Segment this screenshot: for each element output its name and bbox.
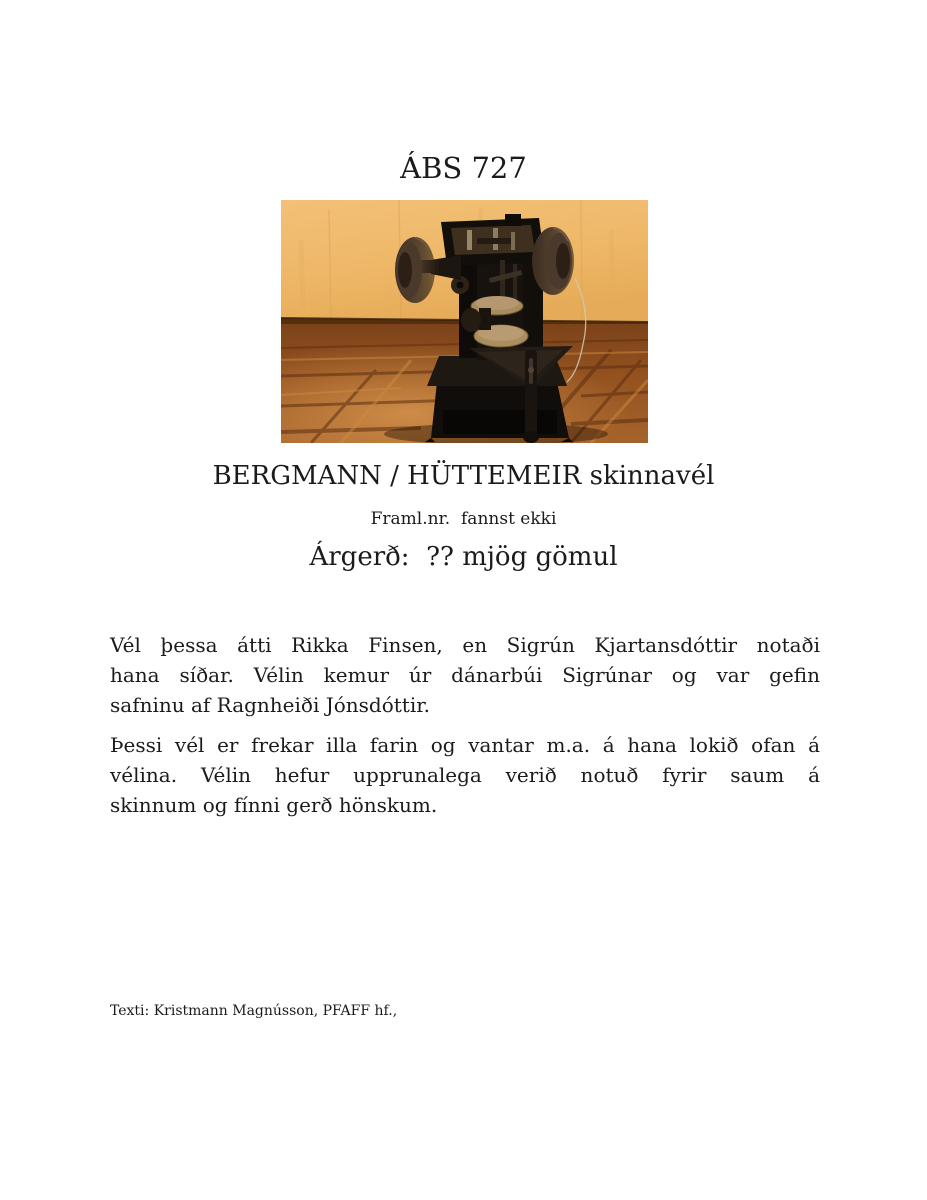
left-flywheel	[395, 237, 435, 303]
machine-name-heading: BERGMANN / HÜTTEMEIR skinnavél	[212, 461, 715, 491]
model-year-line: Árgerð: ?? mjög gömul	[309, 542, 618, 572]
paragraph-line: Vél þessa átti Rikka Finsen, en Sigrún Kjartansdóttir notaði	[110, 633, 820, 657]
paragraph-line: skinnum og fínni gerð hönskum.	[110, 793, 438, 817]
page-title: ÁBS 727	[400, 151, 527, 185]
description-text	[110, 630, 820, 830]
machine-photo	[281, 200, 648, 443]
machine-photo-illustration	[281, 200, 648, 443]
machine-base	[425, 356, 573, 442]
paragraph-condition	[110, 730, 820, 820]
paragraph-line: vélina. Vélin hefur upprunalega verið notuð fyrir saum á	[110, 763, 820, 787]
paragraph-line: Þessi vél er frekar illa farin og vantar m.a. á hana lokið ofan á	[110, 733, 820, 757]
serial-number-line: Framl.nr. fannst ekki	[370, 509, 557, 529]
paragraph-line: hana síðar. Vélin kemur úr dánarbúi Sigrúnar og var gefin	[110, 663, 820, 687]
right-flywheel	[532, 227, 574, 295]
credit-line: Texti: Kristmann Magnússon, PFAFF hf.,	[110, 1003, 398, 1019]
paragraph-provenance	[110, 630, 820, 720]
paragraph-line: safninu af Ragnheiði Jónsdóttir.	[110, 693, 430, 717]
